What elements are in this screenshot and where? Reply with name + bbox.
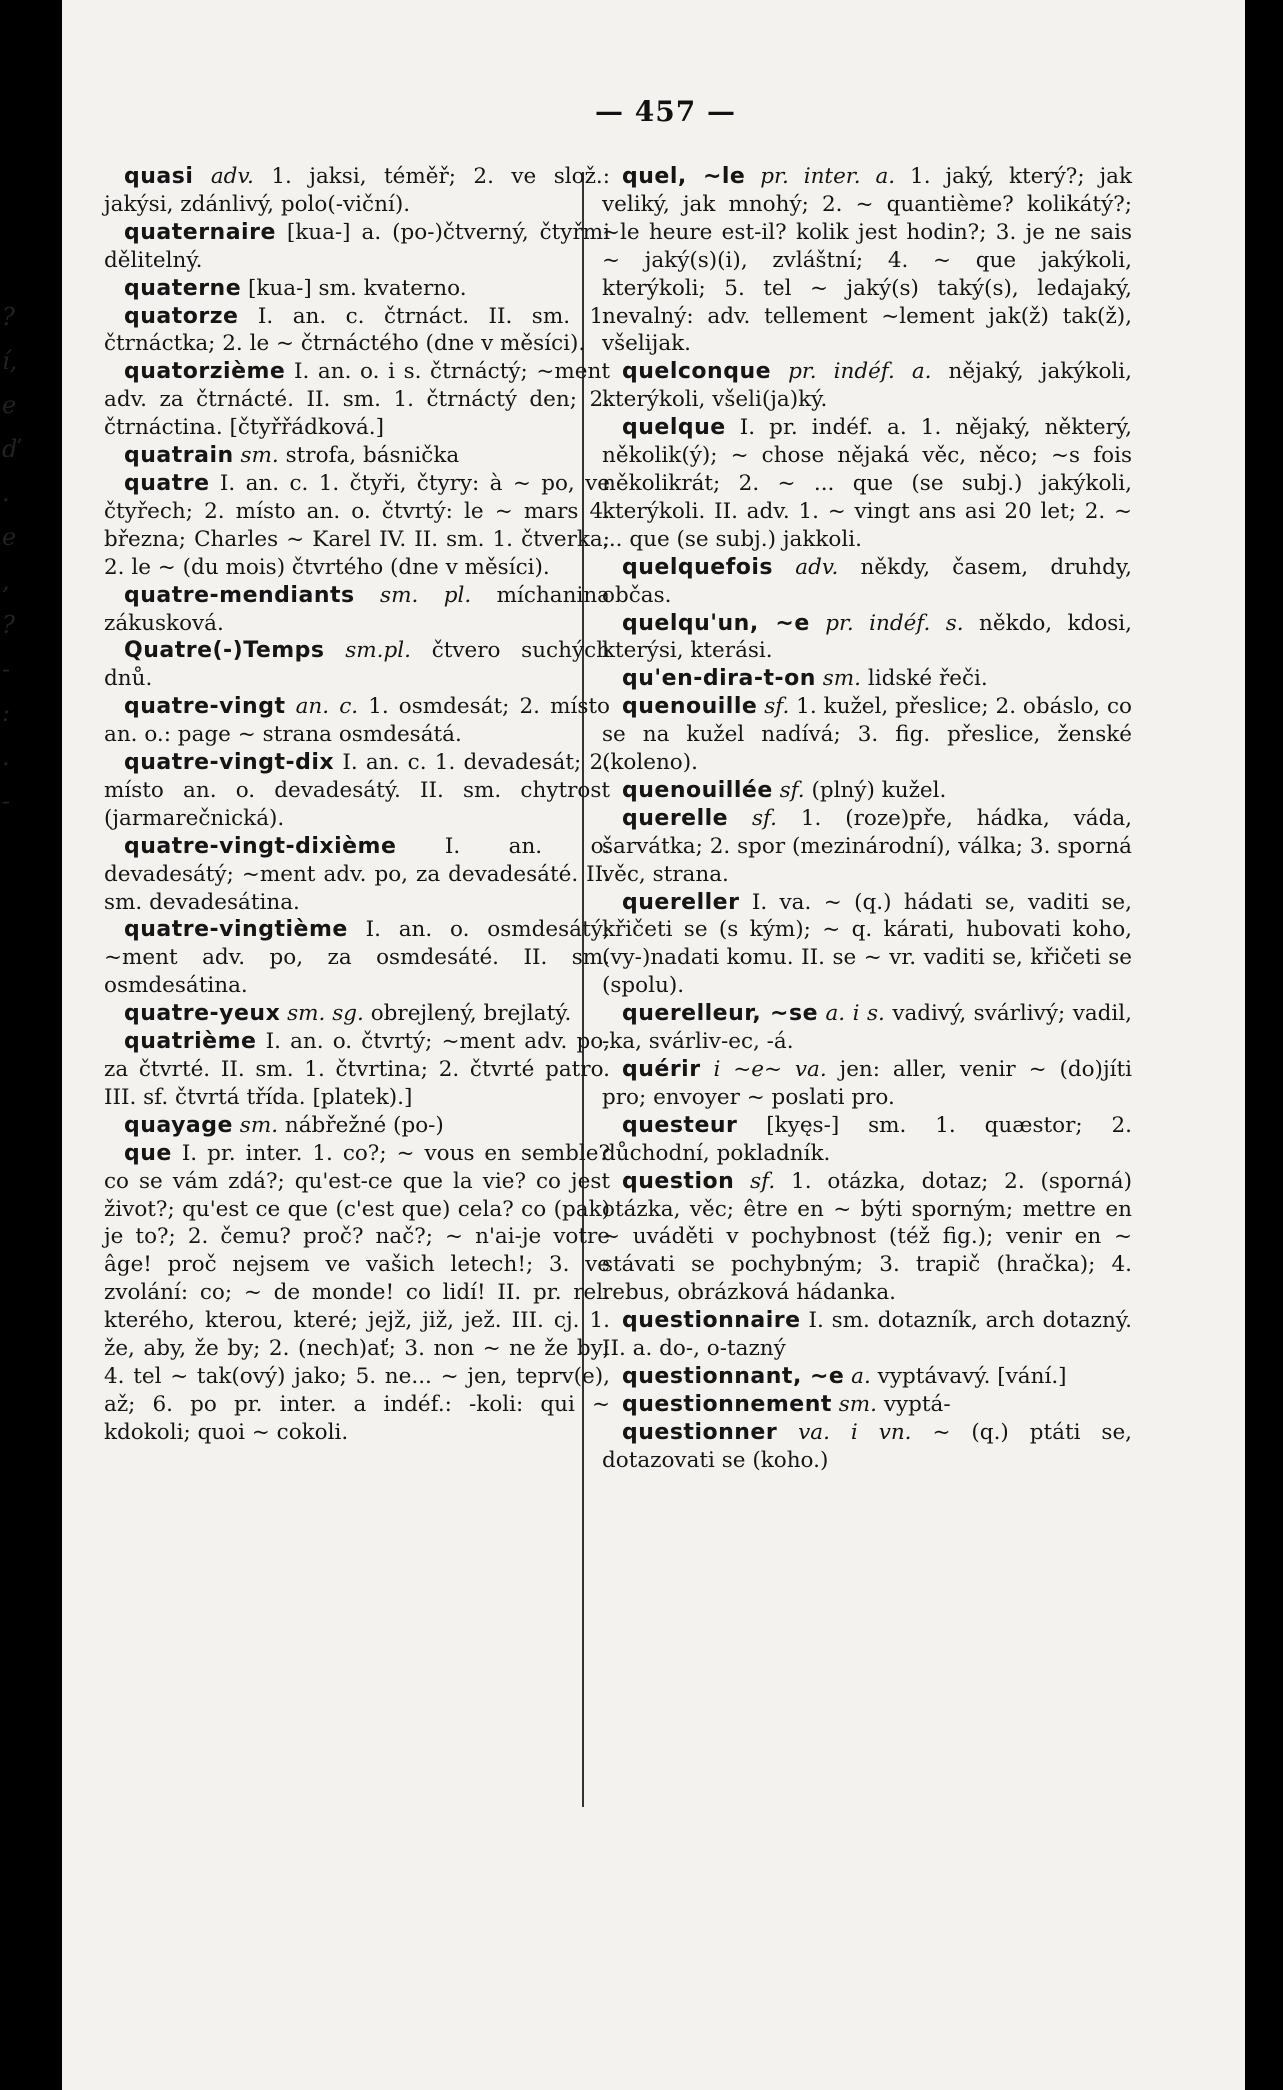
- dictionary-entry: [104, 275, 610, 303]
- entry-grammar-label: sf.: [779, 777, 805, 803]
- entry-grammar-label: sf.: [751, 805, 778, 831]
- right-column: [602, 163, 1132, 1475]
- dictionary-entry: [602, 358, 1132, 414]
- dictionary-entry: [602, 805, 1132, 889]
- entry-grammar-label: a.: [851, 1363, 871, 1389]
- dictionary-entry: [104, 916, 610, 1000]
- dictionary-entry: [104, 219, 610, 275]
- entry-definition: I. an. o. čtvrtý; ~ment adv. po, za čtvrté. II. sm. 1. čtvrtina; 2. čtvrté patro. III. sf. čtvrtá třída. [platek).]: [104, 1029, 610, 1110]
- edge-mark: -: [2, 655, 11, 683]
- dictionary-entry: [104, 1112, 610, 1140]
- entry-grammar-label: i ~e~ va.: [713, 1057, 827, 1082]
- dictionary-entry: [104, 693, 610, 749]
- entry-headword: questionnaire: [622, 1308, 801, 1334]
- entry-headword: quaterne: [124, 275, 242, 301]
- entry-grammar-label: sf.: [764, 694, 790, 720]
- entry-definition: I. pr. indéf. a. 1. nějaký, některý, několik(ý); ~ chose nějaká věc, něco; ~s fois několikrát; 2. ~ ... que (se subj.) jakýkoli, kterýkoli. II. adv. 1. ~ vingt ans asi 20 let; 2. ~ ... que (se subj.) jakkoli.: [602, 415, 1132, 552]
- edge-mark: ?: [2, 611, 15, 639]
- entry-definition: lidské řeči.: [867, 666, 988, 692]
- entry-headword: quelque: [622, 415, 726, 441]
- entry-headword: qu'en-dira-t-on: [622, 666, 816, 692]
- entry-definition: 1. osmdesát; 2. místo an. o.: page ~ strana osmdesátá.: [104, 694, 610, 748]
- entry-definition: 1. jaksi, téměř; 2. ve slož.: jakýsi, zdánlivý, polo(-viční).: [104, 164, 610, 217]
- entry-headword: que: [124, 1140, 172, 1166]
- entry-definition: 1. jaký, který?; jak veliký, jak mnohý; 2. ~ quantième? kolikátý?; ~le heure est-il? kolik jest hodin?; 3. je ne sais ~ jaký(s)(i), zvláštní; 4. ~ que jakýkoli, kterýkoli; 5. tel ~ jaký(s) taký(s), ledajaký, nevalný: adv. tellement ~lement jak(ž) tak(ž), všelijak.: [602, 164, 1132, 357]
- entry-grammar-label: sm. pl.: [380, 582, 472, 608]
- dictionary-entry: [602, 163, 1132, 358]
- entry-headword: querelle: [622, 805, 729, 831]
- dictionary-entry: [104, 303, 610, 359]
- entry-definition: 1. kužel, přeslice; 2. obáslo, co se na kužel nadívá; 3. fig. přeslice, ženské (koleno).: [602, 694, 1132, 776]
- entry-headword: quelconque: [622, 359, 772, 385]
- dictionary-entry: [602, 693, 1132, 777]
- entry-definition: [kua-] sm. kvaterno.: [247, 275, 467, 301]
- entry-definition: I. pr. inter. 1. co?; ~ vous en semble? co se vám zdá?; qu'est-ce que la vie? co jest život?; qu'est ce que (c'est que) cela? co (pak) je to?; 2. čemu? proč? nač?; ~ n'ai-je votre âge! proč nejsem ve vašich letech!; 3. ve zvolání: co; ~ de monde! co lidí! II. pr. rel. kterého, kterou, které; jejž, již, jež. III. cj. 1. že, aby, že by; 2. (nech)ať; 3. non ~ ne že by; 4. tel ~ tak(ový) jako; 5. ne... ~ jen, teprv(e), až; 6. po pr. inter. a indéf.: -koli: qui ~ kdokoli; quoi ~ cokoli.: [104, 1140, 610, 1445]
- entry-headword: quelqu'un, ~e: [622, 610, 810, 636]
- entry-definition: nábřežné (po-): [284, 1112, 444, 1138]
- entry-definition: (plný) kužel.: [811, 777, 947, 803]
- entry-definition: I. an. c. čtrnáct. II. sm. 1. čtrnáctka; 2. le ~ čtrnáctého (dne v měsíci).: [104, 303, 610, 357]
- entry-headword: quaternaire: [124, 219, 276, 245]
- entry-definition: 1. (roze)pře, hádka, váda, šarvátka; 2. spor (mezinárodní), válka; 3. sporná věc, strana.: [602, 805, 1133, 887]
- entry-definition: I. an. c. 1. čtyři, čtyry: à ~ po, ve čtyřech; 2. místo an. o. čtvrtý: le ~ mars 4. března; Charles ~ Karel IV. II. sm. 1. čtverka; 2. le ~ (du mois) čtvrtého (dne v měsíci).: [104, 470, 610, 580]
- dictionary-entry: [602, 1363, 1132, 1391]
- edge-mark: ?: [2, 303, 15, 331]
- dictionary-entry: [602, 1307, 1132, 1363]
- dictionary-entry: [602, 1112, 1132, 1168]
- entry-headword: questionnant, ~e: [622, 1363, 845, 1389]
- entry-headword: quérir: [622, 1057, 701, 1082]
- left-column: [104, 163, 610, 1447]
- edge-mark: e: [2, 523, 17, 551]
- entry-grammar-label: sm.: [239, 1112, 279, 1138]
- entry-headword: querelleur, ~se: [622, 1001, 818, 1027]
- entry-definition: I. an. o. i s. čtrnáctý; ~ment adv. za čtrnácté. II. sm. 1. čtrnáctý den; 2. čtrnáctina. [čtyřřádková.]: [104, 359, 610, 441]
- entry-headword: Quatre(-)Temps: [124, 638, 325, 664]
- entry-headword: quasi: [124, 164, 194, 189]
- entry-grammar-label: an. c.: [295, 694, 359, 720]
- entry-headword: questionner: [622, 1419, 778, 1445]
- entry-definition: I. va. ~ (q.) hádati se, vaditi se, křičeti se (s kým); ~ q. kárati, hubovati koho, (vy-)nadati komu. II. se ~ vr. vaditi se, křičeti se (spolu).: [602, 889, 1132, 999]
- entry-grammar-label: sf.: [750, 1168, 776, 1194]
- dictionary-entry: [602, 1000, 1132, 1056]
- entry-headword: quatre: [124, 470, 210, 496]
- entry-grammar-label: sm.: [822, 666, 862, 692]
- previous-page-edge-marks: [2, 300, 20, 828]
- entry-headword: quatrième: [124, 1029, 257, 1055]
- edge-mark: ,: [2, 567, 10, 595]
- dictionary-entry: [602, 777, 1132, 805]
- entry-definition: vyptávavý. [vání.]: [877, 1363, 1067, 1389]
- entry-headword: quatre-vingtième: [124, 917, 348, 943]
- entry-headword: questionnement: [622, 1391, 832, 1417]
- dictionary-entry: [602, 1168, 1132, 1308]
- entry-headword: quel, ~le: [622, 164, 746, 189]
- entry-headword: quenouillée: [622, 777, 773, 803]
- dictionary-entry: [602, 610, 1132, 666]
- edge-mark: .: [2, 743, 10, 771]
- entry-grammar-label: adv.: [210, 164, 254, 189]
- entry-headword: question: [622, 1168, 735, 1194]
- entry-grammar-label: sm.: [838, 1391, 877, 1417]
- dictionary-entry: [602, 414, 1132, 554]
- entry-definition: I. sm. dotazník, arch dotazný. II. a. do-, o-tazný: [602, 1308, 1132, 1362]
- dictionary-entry: [602, 1391, 1132, 1419]
- dictionary-entry: [602, 665, 1132, 693]
- entry-headword: quatorzième: [124, 359, 286, 385]
- entry-definition: vadivý, svárlivý; vadil, -ka, svárliv-ec, -á.: [602, 1001, 1133, 1055]
- dictionary-entry: [602, 554, 1132, 610]
- entry-grammar-label: adv.: [795, 554, 839, 580]
- dictionary-entry: [104, 749, 610, 833]
- edge-mark: í,: [2, 347, 18, 375]
- dictionary-entry: [104, 442, 610, 470]
- edge-mark: .: [2, 479, 10, 507]
- entry-headword: quenouille: [622, 694, 758, 720]
- entry-definition: obrejlený, brejlatý.: [370, 1001, 572, 1027]
- entry-definition: jen: aller, venir ~ (do)jíti pro; envoyer ~ poslati pro.: [602, 1057, 1132, 1110]
- entry-grammar-label: pr. indéf. s.: [825, 610, 964, 636]
- dictionary-page: [62, 0, 1245, 2090]
- entry-headword: quatre-mendiants: [124, 582, 355, 608]
- entry-headword: quatre-yeux: [124, 1001, 281, 1027]
- entry-definition: míchanina zákusková.: [104, 582, 610, 636]
- entry-definition: čtvero suchých dnů.: [104, 638, 610, 692]
- entry-grammar-label: sm. sg.: [287, 1001, 364, 1027]
- entry-headword: quelquefois: [622, 554, 774, 580]
- entry-definition: někdy, časem, druhdy, občas.: [602, 554, 1132, 608]
- dictionary-entry: [602, 1419, 1132, 1475]
- entry-grammar-label: sm.: [240, 443, 279, 469]
- entry-headword: quatre-vingt: [124, 694, 286, 720]
- entry-definition: ~ (q.) ptáti se, dotazovati se (koho.): [602, 1419, 1132, 1473]
- dictionary-entry: [104, 833, 610, 917]
- dictionary-entry: [104, 1140, 610, 1447]
- dictionary-entry: [104, 470, 610, 582]
- entry-headword: quereller: [622, 889, 740, 915]
- dictionary-entry: [602, 1056, 1132, 1112]
- edge-mark: e: [2, 391, 17, 419]
- page-number: — 457 —: [595, 95, 736, 128]
- entry-definition: strofa, básnička: [285, 443, 460, 469]
- dictionary-entry: [104, 1028, 610, 1112]
- entry-definition: vyptá-: [883, 1391, 951, 1417]
- entry-definition: I. an. o. osmdesátý; ~ment adv. po, za osmdesáté. II. sm. osmdesátina.: [104, 917, 610, 999]
- dictionary-entry: [104, 358, 610, 442]
- entry-headword: quatorze: [124, 303, 239, 329]
- entry-definition: nějaký, jakýkoli, kterýkoli, všeli(ja)ký.: [602, 359, 1132, 413]
- entry-grammar-label: va. i vn.: [798, 1419, 912, 1445]
- edge-mark: ď: [2, 435, 18, 463]
- edge-mark: :: [2, 699, 11, 727]
- entry-grammar-label: pr. indéf. a.: [788, 359, 932, 385]
- entry-grammar-label: pr. inter. a.: [760, 164, 896, 189]
- entry-grammar-label: sm.pl.: [345, 638, 411, 664]
- entry-headword: questeur: [622, 1112, 738, 1138]
- entry-headword: quatre-vingt-dixième: [124, 833, 397, 859]
- dictionary-entry: [104, 1000, 610, 1028]
- dictionary-entry: [104, 582, 610, 638]
- dictionary-entry: [104, 637, 610, 693]
- edge-mark: -: [2, 787, 11, 815]
- entry-definition: 1. otázka, dotaz; 2. (sporná) otázka, věc; être en ~ býti sporným; mettre en ~ uváděti v pochybnost (též fig.); venir en ~ stávati se pochybným; 3. trapič (hračka); 4. rebus, obrázková hádanka.: [602, 1168, 1132, 1306]
- entry-grammar-label: a. i s.: [825, 1001, 885, 1027]
- entry-definition: I. an. c. 1. devadesát; 2. místo an. o. devadesátý. II. sm. chytrost (jarmarečnická).: [104, 750, 610, 831]
- entry-definition: někdo, kdosi, kterýsi, kterási.: [602, 610, 1133, 664]
- entry-definition: [kua-] a. (po-)čtverný, čtyřmi dělitelný.: [104, 219, 610, 273]
- dictionary-entry: [104, 163, 610, 219]
- entry-headword: quatre-vingt-dix: [124, 750, 335, 776]
- dictionary-entry: [602, 889, 1132, 1001]
- entry-headword: quatrain: [124, 443, 234, 469]
- entry-definition: I. an. o. devadesátý; ~ment adv. po, za devadesáté. II. sm. devadesátina.: [104, 833, 610, 915]
- entry-headword: quayage: [124, 1112, 233, 1138]
- entry-definition: [kyęs-] sm. 1. quæstor; 2. důchodní, pokladník.: [602, 1112, 1132, 1166]
